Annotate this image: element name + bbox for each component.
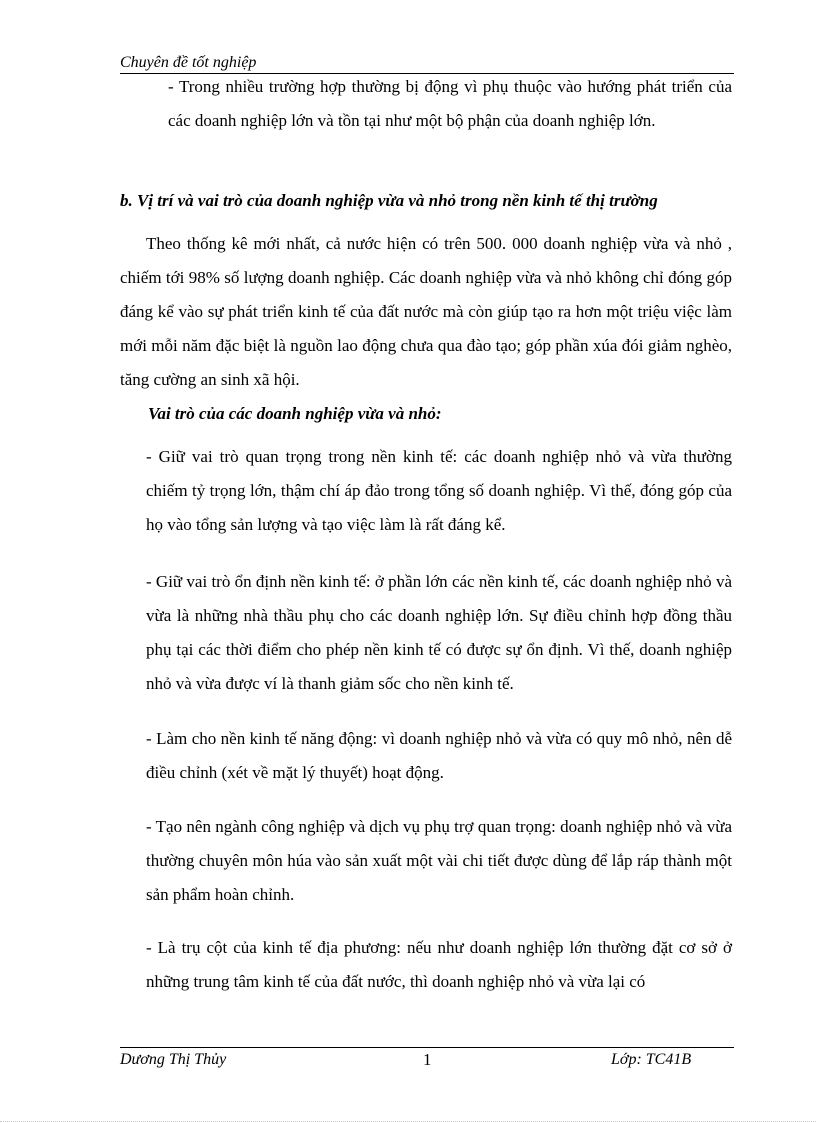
roles-heading: Vai trò của các doanh nghiệp vừa và nhỏ:	[148, 404, 442, 423]
page-bottom-border	[0, 1121, 816, 1122]
footer-class: Lớp: TC41B	[611, 1051, 692, 1068]
footer-rule	[120, 1047, 734, 1048]
section-heading-b: b. Vị trí và vai trò của doanh nghiệp vừa và nhỏ trong nền kinh tế thị trường	[120, 191, 658, 210]
paragraph-continuation: - Trong nhiều trường hợp thường bị động vì phụ thuộc vào hướng phát triển của các doanh nghiệp lớn và tồn tại như một bộ phận của doanh nghiệp lớn.	[168, 77, 732, 130]
page-number: 1	[423, 1050, 432, 1069]
page-header-title: Chuyên đề tốt nghiệp	[120, 54, 257, 71]
footer-author: Dương Thị Thủy	[120, 1051, 227, 1068]
paragraph-intro: Theo thống kê mới nhất, cả nước hiện có trên 500. 000 doanh nghiệp vừa và nhỏ , chiếm tới 98% số lượng doanh nghiệp. Các doanh nghiệp vừa và nhỏ không chỉ đóng góp đáng kể vào sự phát triển kinh tế của đất nước mà còn giúp tạo ra hơn một triệu việc làm mới mỗi năm đặc biệt là nguồn lao động chưa qua đào tạo; góp phần xúa đói giảm nghèo, tăng cường an sinh xã hội.	[120, 234, 732, 389]
bullet-paragraph: - Là trụ cột của kinh tế địa phương: nếu như doanh nghiệp lớn thường đặt cơ sở ở những trung tâm kinh tế của đất nước, thì doanh nghiệp nhỏ và vừa lại có	[146, 938, 732, 991]
bullet-paragraph: - Giữ vai trò ổn định nền kinh tế: ở phần lớn các nền kinh tế, các doanh nghiệp nhỏ và vừa là những nhà thầu phụ cho các doanh nghiệp lớn. Sự điều chỉnh hợp đồng thầu phụ tại các thời điểm cho phép nền kinh tế có được sự ổn định. Vì thế, doanh nghiệp nhỏ và vừa được ví là thanh giảm sốc cho nền kinh tế.	[146, 572, 732, 693]
bullet-paragraph: - Giữ vai trò quan trọng trong nền kinh tế: các doanh nghiệp nhỏ và vừa thường chiếm tỷ trọng lớn, thậm chí áp đảo trong tổng số doanh nghiệp. Vì thế, đóng góp của họ vào tổng sản lượng và tạo việc làm là rất đáng kể.	[146, 447, 732, 534]
bullet-paragraph: - Làm cho nền kinh tế năng động: vì doanh nghiệp nhỏ và vừa có quy mô nhỏ, nên dễ điều chỉnh (xét về mặt lý thuyết) hoạt động.	[146, 729, 732, 782]
bullet-paragraph: - Tạo nên ngành công nghiệp và dịch vụ phụ trợ quan trọng: doanh nghiệp nhỏ và vừa thường chuyên môn húa vào sản xuất một vài chi tiết được dùng để lắp ráp thành một sản phẩm hoàn chỉnh.	[146, 817, 732, 904]
